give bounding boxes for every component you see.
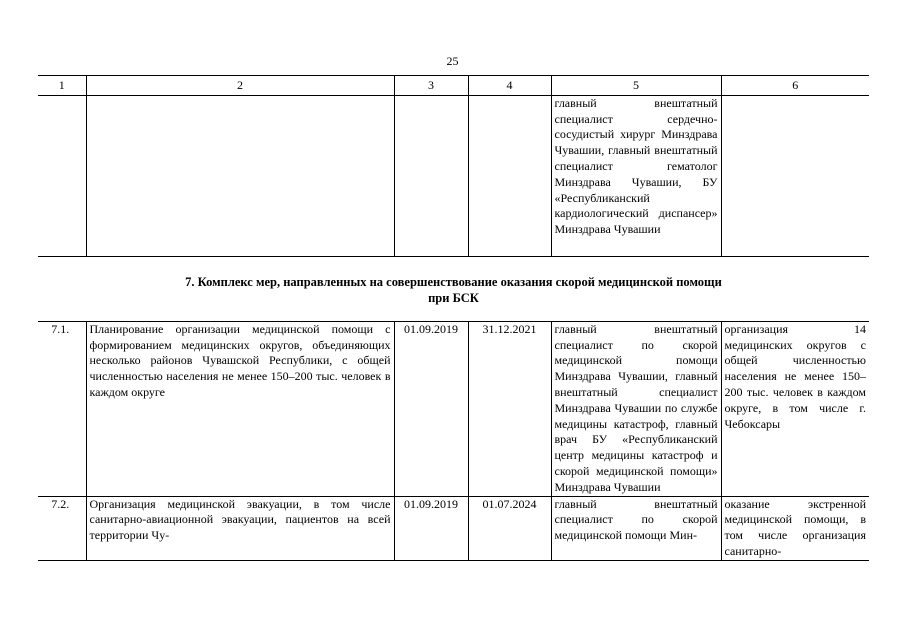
section-title-line1: 7. Комплекс мер, направленных на совершенствование оказания скорой медицинской помощи <box>185 274 722 289</box>
cell-result <box>721 95 869 256</box>
cell-num: 7.2. <box>38 496 86 560</box>
plan-table <box>38 75 869 561</box>
cell-responsible: главный внештатный специалист сердечно-сосудистый хирург Минздрава Чувашии, главный внештатный специалист гематолог Минздрава Чувашии, БУ «Республиканский кардиологический диспансер» Минздрава Чувашии <box>551 95 721 256</box>
page-number: 25 <box>446 54 459 68</box>
column-number: 2 <box>86 76 394 96</box>
section-heading-row <box>38 256 869 321</box>
cell-end: 01.07.2024 <box>468 496 551 560</box>
table-row <box>38 321 869 496</box>
cell-start: 01.09.2019 <box>394 496 468 560</box>
cell-action <box>86 95 394 256</box>
cell-responsible: главный внештатный специалист по скорой медицинской помощи Минздрава Чувашии, главный внештатный специалист Минздрава Чувашии по службе медицины катастроф, главный врач БУ «Республиканский центр медицины катастроф и скорой медицинской помощи» Минздрава Чувашии <box>551 321 721 496</box>
cell-num: 7.1. <box>38 321 86 496</box>
continued-row <box>38 95 869 256</box>
cell-result: оказание экстренной медицинской помощи, в том числе организация санитарно- <box>721 496 869 560</box>
cell-num <box>38 95 86 256</box>
section-title-line2: при БСК <box>428 290 479 305</box>
column-number-row <box>38 76 869 96</box>
cell-start <box>394 95 468 256</box>
section-heading <box>38 256 869 321</box>
cell-responsible: главный внештатный специалист по скорой медицинской помощи Мин- <box>551 496 721 560</box>
cell-action: Планирование организации медицинской помощи с формированием медицинских округов, объединяющих несколько районов Чувашской Республики, с общей численностью населения не менее 150–200 тыс. человек в каждом округе <box>86 321 394 496</box>
column-number: 4 <box>468 76 551 96</box>
cell-start: 01.09.2019 <box>394 321 468 496</box>
cell-end: 31.12.2021 <box>468 321 551 496</box>
table-row <box>38 496 869 560</box>
column-number: 3 <box>394 76 468 96</box>
cell-result: организация 14 медицинских округов с общей численностью населения не менее 150–200 тыс. человек в каждом округе, в том числе г. Чебоксары <box>721 321 869 496</box>
column-number: 6 <box>721 76 869 96</box>
column-number: 1 <box>38 76 86 96</box>
cell-end <box>468 95 551 256</box>
cell-action: Организация медицинской эвакуации, в том числе санитарно-авиационной эвакуации, пациентов на всей территории Чу- <box>86 496 394 560</box>
column-number: 5 <box>551 76 721 96</box>
